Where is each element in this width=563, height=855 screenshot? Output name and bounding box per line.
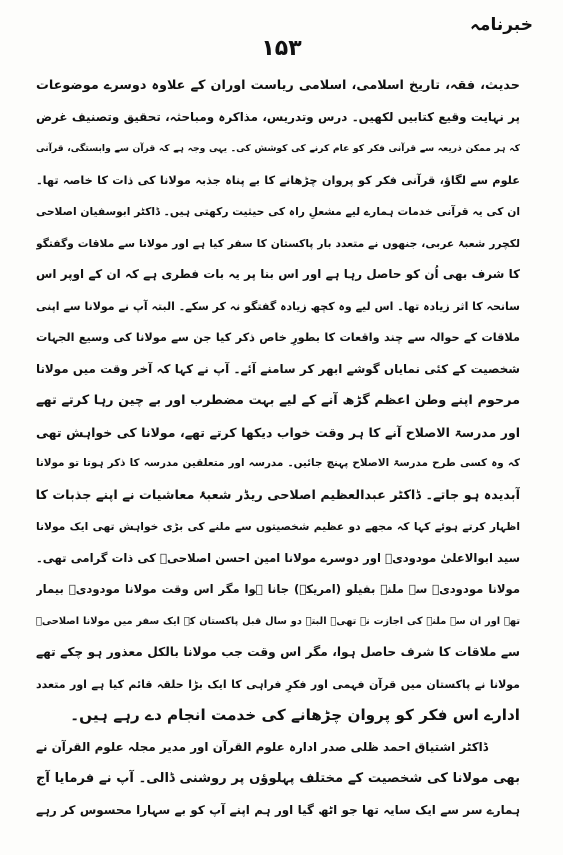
body-text [36, 70, 520, 826]
text-line: اظہار کرتے ہوئے کہا کہ مجھے دو عظیم شخصیتوں سے ملنے کی بڑی خواہش تھی ایک مولانا [36, 520, 520, 533]
text-line: لکچرر شعبۂ عربی، جنھوں نے متعدد بار پاکستان کا سفر کیا ہے اور مولانا سے ملاقات وگفتگو [36, 236, 520, 250]
text-line: سانحہ کا اثر زیادہ تھا۔ اس لیے وہ کچھ زیادہ گفتگو نہ کر سکے۔ البتہ آپ نے مولانا سے اپنی [36, 299, 520, 313]
text-line: آبدیدہ ہو جاتے۔ ڈاکٹر عبدالعظیم اصلاحی ریڈر شعبۂ معاشیات نے اپنے جذبات کا [36, 487, 520, 503]
text-line: شخصیت کے کئی نمایاں گوشے ابھر کر سامنے آئے۔ آپ نے کہا کہ آخر وقت میں مولانا [36, 361, 520, 376]
paragraph-start-line: ڈاکٹر اشتیاق احمد ظلی صدر ادارہ علوم القرآن اور مدیر مجلہ علوم القرآن نے [36, 739, 488, 754]
text-line: اور مدرسۃ الاصلاح آنے کا ہر وقت خواب دیکھا کرتے تھے، مولانا کی خواہش تھی [36, 424, 520, 440]
text-line: ان کی یہ قرآنی خدمات ہمارے لیے مشعلِ راہ کی حیثیت رکھتی ہیں۔ ڈاکٹر ابوسفیان اصلاحی [36, 205, 520, 218]
text-line: تھے اور ان سے ملنے کی اجازت نہ تھی۔ البتہ دو سال قبل پاکستان کے ایک سفر میں مولانا اصلاحیؒ [36, 615, 520, 627]
page-number: ۱۵۳ [261, 36, 302, 61]
text-line: ہمارے سر سے ایک سایہ تھا جو اٹھ گیا اور ہم اپنے آپ کو بے سہارا محسوس کر رہے [36, 802, 520, 817]
text-line: حدیث، فقہ، تاریخ اسلامی، اسلامی ریاست اوران کے علاوہ دوسرے موضوعات [36, 78, 520, 93]
text-line: ادارے اس فکر کو پروان چڑھانے کی خدمت انجام دے رہے ہیں۔ [70, 706, 520, 724]
text-line: مولانا مودودیؒ سے ملنے بفیلو (امریکہ) جانا ہوا مگر اس وقت مولانا مودودیؒ بیمار [36, 582, 520, 596]
text-line: پر نہایت وقیع کتابیں لکھیں۔ درس وتدریس، مذاکرہ ومباحثہ، تحقیق وتصنیف غرض [36, 109, 520, 124]
text-line: سید ابوالاعلیٰ مودودیؒ اور دوسرے مولانا امین احسن اصلاحیؒ کی ذات گرامی تھی۔ [36, 550, 520, 565]
text-line: بھی مولانا کی شخصیت کے مختلف پہلوؤں پر روشنی ڈالی۔ آپ نے فرمایا آج [36, 771, 520, 786]
text-line: علوم سے لگاؤ، قرآنی فکر کو پروان چڑھانے کا بے پناہ جذبہ مولانا کی ذات کا خاصہ تھا۔ [36, 173, 520, 187]
text-line: سے ملاقات کا شرف حاصل ہوا، مگر اس وقت جب مولانا بالکل معذور ہو چکے تھے [36, 645, 520, 659]
text-line: کہ وہ کسی طرح مدرسۃ الاصلاح پہنچ جائیں۔ مدرسہ اور متعلقین مدرسہ کا ذکر ہوتا تو مولانا [36, 457, 520, 469]
text-line: مرحوم اپنے وطن اعظم گڑھ آنے کے لیے بہت مضطرب اور بے چین رہا کرتے تھے [36, 393, 520, 408]
text-line: ملاقات کے حوالہ سے چند واقعات کا بطورِ خاص ذکر کیا جن سے مولانا کی وسیع الجہات [36, 331, 520, 344]
running-head: خبرنامہ [469, 15, 533, 35]
text-line: مولانا نے پاکستان میں قرآن فہمی اور فکرِ فراہی کا ایک بڑا حلقہ قائم کیا ہے اور متعدد [36, 677, 520, 691]
page-header [0, 6, 563, 60]
text-line: کا شرف بھی اُن کو حاصل رہا ہے اور اس بنا پر یہ بات فطری ہے کہ ان کے اوپر اس [36, 267, 520, 281]
text-line: کہ ہر ممکن ذریعہ سے قرآنی فکر کو عام کرنے کی کوشش کی۔ یہی وجہ ہے کہ قرآن سے وابستگی، قرآنی [36, 143, 520, 154]
